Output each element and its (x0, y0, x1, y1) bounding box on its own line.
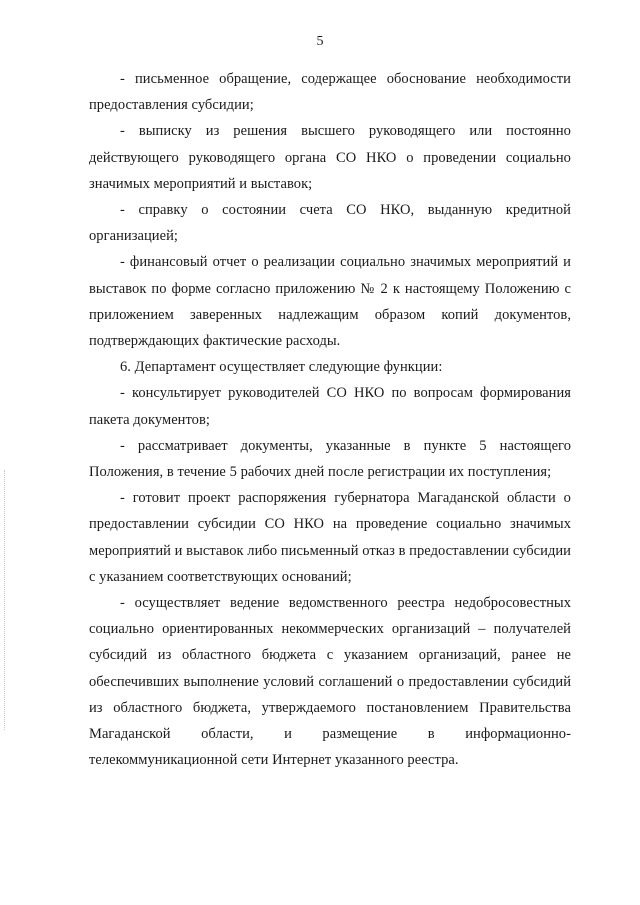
body-text (89, 66, 571, 773)
paragraph-account-statement: - справку о состоянии счета СО НКО, выданную кредитной организацией; (89, 202, 571, 245)
scan-edge-marks (4, 470, 8, 730)
paragraph-written-appeal: - письменное обращение, содержащее обоснование необходимости предоставления субсидии; (89, 71, 571, 114)
page-number: 5 (316, 34, 324, 49)
paragraph-consults: - консультирует руководителей СО НКО по вопросам формирования пакета документов; (89, 385, 571, 428)
paragraph-prepares-order: - готовит проект распоряжения губернатора Магаданской области о предоставлении субсидии СО НКО на проведение социально значимых мероприятий и выставок либо письменный отказ в предоставлении субсидии с указанием соответствующих оснований; (89, 490, 571, 585)
paragraph-department-functions: 6. Департамент осуществляет следующие функции: (120, 359, 443, 376)
paragraph-maintains-registry: - осуществляет ведение ведомственного реестра недобросовестных социально ориентированных некоммерческих организаций – получателей субсидий из областного бюджета с указанием организаций, ранее не обеспечивших выполнение условий соглашений о предоставлении субсидий из областного бюджета, утверждаемого постановлением Правительства Магаданской области, и размещение в информационно-телекоммуникационной сети Интернет указанного реестра. (89, 595, 571, 769)
paragraph-reviews-documents: - рассматривает документы, указанные в пункте 5 настоящего Положения, в течение 5 рабочих дней после регистрации их поступления; (89, 437, 571, 481)
paragraph-extract-decision: - выписку из решения высшего руководящего или постоянно действующего руководящего органа СО НКО о проведении социально значимых мероприятий и выставок; (89, 123, 571, 192)
paragraph-financial-report: - финансовый отчет о реализации социально значимых мероприятий и выставок по форме согласно приложению № 2 к настоящему Положению с приложением заверенных надлежащим образом копий документов, подтверждающих фактические расходы. (89, 254, 571, 350)
